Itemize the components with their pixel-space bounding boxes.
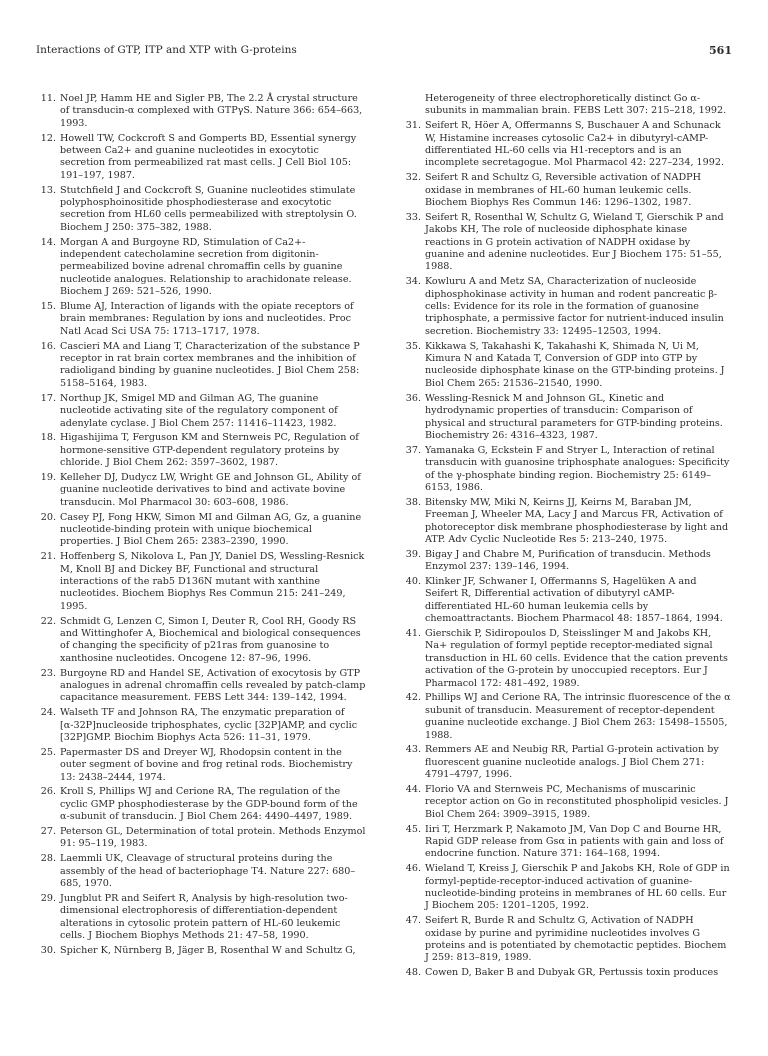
reference-number: 23 .: [36, 668, 56, 680]
reference-number: 13 .: [36, 185, 56, 197]
reference-number: 34 .: [401, 276, 421, 288]
reference-text: Peterson GL, Determination of total protein. Methods Enzymol 91: 95–119, 1983.: [60, 826, 366, 850]
reference-number: 15 .: [36, 301, 56, 313]
reference-number: 27 .: [36, 826, 56, 838]
reference-text: Kowluru A and Metz SA, Characterization of nucleoside diphosphokinase activity in human and rodent pancreatic β-cells: Evidence for its role in the formation of guanosine triphosphate, a permissive factor for nutrient-induced insulin secretion. Biochemistry 33: 12495–12503, 1994.: [425, 276, 724, 337]
reference-number: 39 .: [401, 549, 421, 561]
reference-text: Seifert R and Schultz G, Reversible activation of NADPH oxidase in membranes of HL-60 human leukemic cells. Biochem Biophys Res Commun 146: 1296–1302, 1987.: [425, 172, 701, 209]
reference-item: [36, 301, 366, 338]
reference-text: Seifert R, Burde R and Schultz G, Activation of NADPH oxidase by purine and pyrimidine nucleotides involves G proteins and is potentiated by chemotactic peptides. Biochem J 259: 813–819, 1989.: [425, 915, 727, 964]
reference-text: Higashijima T, Ferguson KM and Sternweis PC, Regulation of hormone-sensitive GTP-dependent regulatory proteins by chloride. J Biol Chem 262: 3597–3602, 1987.: [60, 432, 359, 469]
reference-text: Florio VA and Sternweis PC, Mechanisms of muscarinic receptor action on Go in reconstituted phospholipid vesicles. J Biol Chem 264: 3909–3915, 1989.: [425, 784, 729, 820]
reference-text: Klinker JF, Schwaner I, Offermanns S, Hagelüken A and Seifert R, Differential activation of dibutyryl cAMP-differentiated HL-60 human leukemia cells by chemoattractants. Biochem Pharmacol 48: 1857–1864, 1994.: [425, 575, 723, 625]
reference-item: [36, 668, 366, 705]
reference-item: [36, 551, 366, 613]
reference-text: Kikkawa S, Takahashi K, Takahashi K, Shimada N, Ui M, Kimura N and Katada T, Conversion of GDP into GTP by nucleoside diphosphate kinase on the GTP-binding proteins. J Biol Chem 265: 21536–21540, 1990.: [425, 340, 725, 389]
reference-item: [401, 784, 731, 821]
running-title: Interactions of GTP, ITP and XTP with G-proteins: [36, 44, 297, 56]
reference-number: 38 .: [401, 497, 421, 509]
reference-item: [401, 393, 731, 443]
reference-number: 30 .: [36, 945, 56, 957]
reference-text: Noel JP, Hamm HE and Sigler PB, The 2.2 Å crystal structure of transducin-α complexed with GTPγS. Nature 366: 654–663, 1993.: [60, 93, 363, 129]
reference-text: Jungblut PR and Seifert R, Analysis by high-resolution two-dimensional electrophoresis of differentiation-dependent alterations in cytosolic protein pattern of HL-60 leukemic cells. J Biochem Biophys Methods 21: 47–58, 1990.: [60, 892, 348, 942]
reference-text: Phillips WJ and Cerione RA, The intrinsic fluorescence of the α subunit of transducin. Measurement of receptor-dependent guanine nucleotide exchange. J Biol Chem 263: 15498–15505, 1988.: [425, 692, 731, 741]
reference-item: [36, 853, 366, 890]
reference-text: Seifert R, Rosenthal W, Schultz G, Wieland T, Gierschik P and Jakobs KH, The role of nucleoside diphosphate kinase reactions in G protein activation of NADPH oxidase by guanine and adenine nucleotides. Eur J Biochem 175: 51–55, 1988.: [425, 211, 724, 273]
reference-text: Heterogeneity of three electrophoretically distinct Go α-subunits in mammalian brain. FEBS Lett 307: 215–218, 1992.: [425, 93, 727, 117]
reference-item: [36, 945, 366, 957]
reference-text: Northup JK, Smigel MD and Gilman AG, The guanine nucleotide activating site of the regulatory component of adenylate cyclase. J Biol Chem 257: 11416–11423, 1982.: [60, 392, 338, 429]
reference-item: [401, 824, 731, 861]
reference-number: 26 .: [36, 786, 56, 798]
reference-number: 45 .: [401, 824, 421, 836]
reference-item: [401, 915, 731, 965]
reference-number: 28 .: [36, 853, 56, 865]
reference-item: [36, 893, 366, 943]
reference-text: Papermaster DS and Dreyer WJ, Rhodopsin content in the outer segment of bovine and frog retinal rods. Biochemistry 13: 2438–2444, 1974.: [60, 746, 353, 783]
reference-text: Blume AJ, Interaction of ligands with the opiate receptors of brain membranes: Regulation by ions and nucleotides. Proc Natl Acad Sci USA 75: 1713–1717, 1978.: [60, 301, 354, 337]
reference-number: 24 .: [36, 707, 56, 719]
reference-item: [36, 472, 366, 509]
reference-text: Burgoyne RD and Handel SE, Activation of exocytosis by GTP analogues in adrenal chromaffin cells revealed by patch-clamp capacitance measurement. FEBS Lett 344: 139–142, 1994.: [60, 667, 366, 704]
page-number: 561: [709, 44, 732, 57]
reference-continuation: [401, 93, 731, 118]
reference-text: Stutchfield J and Cockcroft S, Guanine nucleotides stimulate polyphosphoinositide phosphodiesterase and exocytotic secretion from HL60 cells permeabilized with streptolysin O. Biochem J 250: 375–382, 1988.: [60, 184, 357, 233]
reference-column-left: [36, 93, 366, 960]
reference-item: [401, 212, 731, 274]
reference-number: 36 .: [401, 393, 421, 405]
reference-number: 46 .: [401, 863, 421, 875]
reference-item: [401, 576, 731, 626]
reference-number: 19 .: [36, 472, 56, 484]
reference-number: 20 .: [36, 512, 56, 524]
reference-text: Walseth TF and Johnson RA, The enzymatic preparation of [α-32P]nucleoside triphosphates, cyclic [32P]AMP, and cyclic [32P]GMP. Biochim Biophys Acta 526: 11–31, 1979.: [60, 707, 358, 743]
reference-number: 22 .: [36, 616, 56, 628]
reference-text: Howell TW, Cockcroft S and Gomperts BD, Essential synergy between Ca2+ and guanine nucleotides in exocytotic secretion from permeabilized rat mast cells. J Cell Biol 105: 191–197, 1987.: [60, 132, 357, 181]
reference-text: Iiri T, Herzmark P, Nakamoto JM, Van Dop C and Bourne HR, Rapid GDP release from Gsα in patients with gain and loss of endocrine function. Nature 371: 164–168, 1994.: [425, 823, 724, 860]
reference-item: [36, 185, 366, 235]
reference-item: [36, 826, 366, 851]
reference-item: [401, 445, 731, 495]
reference-item: [401, 497, 731, 547]
reference-item: [36, 341, 366, 391]
reference-number: 43 .: [401, 744, 421, 756]
reference-item: [401, 341, 731, 391]
reference-text: Seifert R, Höer A, Offermanns S, Buschauer A and Schunack W, Histamine increases cytosolic Ca2+ in dibutyryl-cAMP-differentiated HL-60 cells via H1-receptors and is an incomplete secretagogue. Mol Pharmacol 42: 227–234, 1992.: [425, 120, 725, 169]
reference-item: [36, 747, 366, 784]
reference-number: 12 .: [36, 133, 56, 145]
reference-item: [401, 276, 731, 338]
reference-number: 40 .: [401, 576, 421, 588]
reference-item: [401, 628, 731, 690]
reference-number: 31 .: [401, 120, 421, 132]
reference-text: Spicher K, Nürnberg B, Jäger B, Rosenthal W and Schultz G,: [60, 944, 356, 956]
reference-item: [401, 967, 731, 979]
reference-text: Laemmli UK, Cleavage of structural proteins during the assembly of the head of bacteriophage T4. Nature 227: 680–685, 1970.: [60, 853, 356, 890]
reference-column-right: [401, 93, 731, 982]
reference-item: [36, 93, 366, 130]
reference-item: [36, 432, 366, 469]
reference-number: 21 .: [36, 551, 56, 563]
reference-text: Yamanaka G, Eckstein F and Stryer L, Interaction of retinal transducin with guanosine triphosphate analogues: Specificity of the γ-phosphate binding region. Biochemistry 25: 6149–6153, 1986.: [425, 444, 730, 493]
reference-text: Cascieri MA and Liang T, Characterization of the substance P receptor in rat brain cortex membranes and the inhibition of radioligand binding by guanine nucleotides. J Biol Chem 258: 5158–5164, 1983.: [60, 340, 360, 389]
reference-item: [401, 692, 731, 742]
reference-text: Kelleher DJ, Dudycz LW, Wright GE and Johnson GL, Ability of guanine nucleotide derivatives to bind and activate bovine transducin. Mol Pharmacol 30: 603–608, 1986.: [60, 471, 361, 508]
reference-item: [401, 172, 731, 209]
reference-number: 37 .: [401, 445, 421, 457]
reference-text: Gierschik P, Sidiropoulos D, Steisslinger M and Jakobs KH, Na+ regulation of formyl peptide receptor-mediated signal transduction in HL 60 cells. Evidence that the cation prevents activation of the G-protein by unoccupied receptors. Eur J Pharmacol 172: 481–492, 1989.: [425, 627, 728, 689]
reference-number: 32 .: [401, 172, 421, 184]
reference-text: Wieland T, Kreiss J, Gierschik P and Jakobs KH, Role of GDP in formyl-peptide-receptor-induced activation of guanine-nucleotide-binding proteins in membranes of HL 60 cells. Eur J Biochem 205: 1201–1205, 1992.: [425, 863, 730, 912]
reference-text: Casey PJ, Fong HKW, Simon MI and Gilman AG, Gz, a guanine nucleotide-binding protein with unique biochemical properties. J Biol Chem 265: 2383–2390, 1990.: [60, 511, 362, 548]
running-head: [36, 44, 732, 60]
reference-number: 17 .: [36, 393, 56, 405]
reference-text: Bitensky MW, Miki N, Keirns JJ, Keirns M, Baraban JM, Freeman J, Wheeler MA, Lacy J and Marcus FR, Activation of photoreceptor disk membrane phosphodiesterase by light and ATP. Adv Cyclic Nucleotide Res 5: 213–240, 1975.: [425, 496, 729, 545]
reference-item: [36, 393, 366, 430]
reference-text: Wessling-Resnick M and Johnson GL, Kinetic and hydrodynamic properties of transducin: Comparison of physical and structural parameters for GTP-binding proteins. Biochemistry 26: 4316–4323, 1987.: [425, 392, 723, 441]
reference-item: [401, 120, 731, 170]
reference-item: [401, 549, 731, 574]
reference-number: 25 .: [36, 747, 56, 759]
reference-number: 29 .: [36, 893, 56, 905]
reference-number: 18 .: [36, 432, 56, 444]
reference-item: [36, 786, 366, 823]
reference-text: Kroll S, Phillips WJ and Cerione RA, The regulation of the cyclic GMP phosphodiesterase by the GDP-bound form of the α-subunit of transducin. J Biol Chem 264: 4490–4497, 1989.: [60, 786, 358, 823]
reference-number: 48 .: [401, 967, 421, 979]
reference-item: [36, 616, 366, 666]
reference-item: [401, 744, 731, 781]
reference-text: Schmidt G, Lenzen C, Simon I, Deuter R, Cool RH, Goody RS and Wittinghofer A, Biochemical and biological consequences of changing the specificity of p21ras from guanosine to xanthosine nucleotides. Oncogene 12: 87–96, 1996.: [60, 615, 361, 664]
reference-text: Morgan A and Burgoyne RD, Stimulation of Ca2+-independent catecholamine secretion from digitonin-permeabilized bovine adrenal chromaffin cells by guanine nucleotide analogues. Relationship to arachidonate release. Biochem J 269: 521–526, 1990.: [60, 236, 352, 298]
reference-number: 33 .: [401, 212, 421, 224]
reference-text: Bigay J and Chabre M, Purification of transducin. Methods Enzymol 237: 139–146, 1994.: [425, 548, 711, 573]
reference-number: 35 .: [401, 341, 421, 353]
reference-number: 14 .: [36, 237, 56, 249]
reference-item: [36, 237, 366, 299]
reference-number: 47 .: [401, 915, 421, 927]
reference-item: [401, 863, 731, 913]
reference-item: [36, 707, 366, 744]
reference-number: 11 .: [36, 93, 56, 105]
reference-number: 16 .: [36, 341, 56, 353]
reference-number: 44 .: [401, 784, 421, 796]
reference-text: Cowen D, Baker B and Dubyak GR, Pertussis toxin produces: [425, 967, 719, 979]
reference-item: [36, 133, 366, 183]
reference-item: [36, 512, 366, 549]
reference-text: Remmers AE and Neubig RR, Partial G-protein activation by fluorescent guanine nucleotide analogs. J Biol Chem 271: 4791–4797, 1996.: [425, 744, 719, 781]
reference-text: Hoffenberg S, Nikolova L, Pan JY, Daniel DS, Wessling-Resnick M, Knoll BJ and Dickey BF, Functional and structural interactions of the rab5 D136N mutant with xanthine nucleotides. Biochem Biophys Res Commun 215: 241–249, 1995.: [60, 551, 365, 612]
reference-number: 41 .: [401, 628, 421, 640]
reference-number: 42 .: [401, 692, 421, 704]
